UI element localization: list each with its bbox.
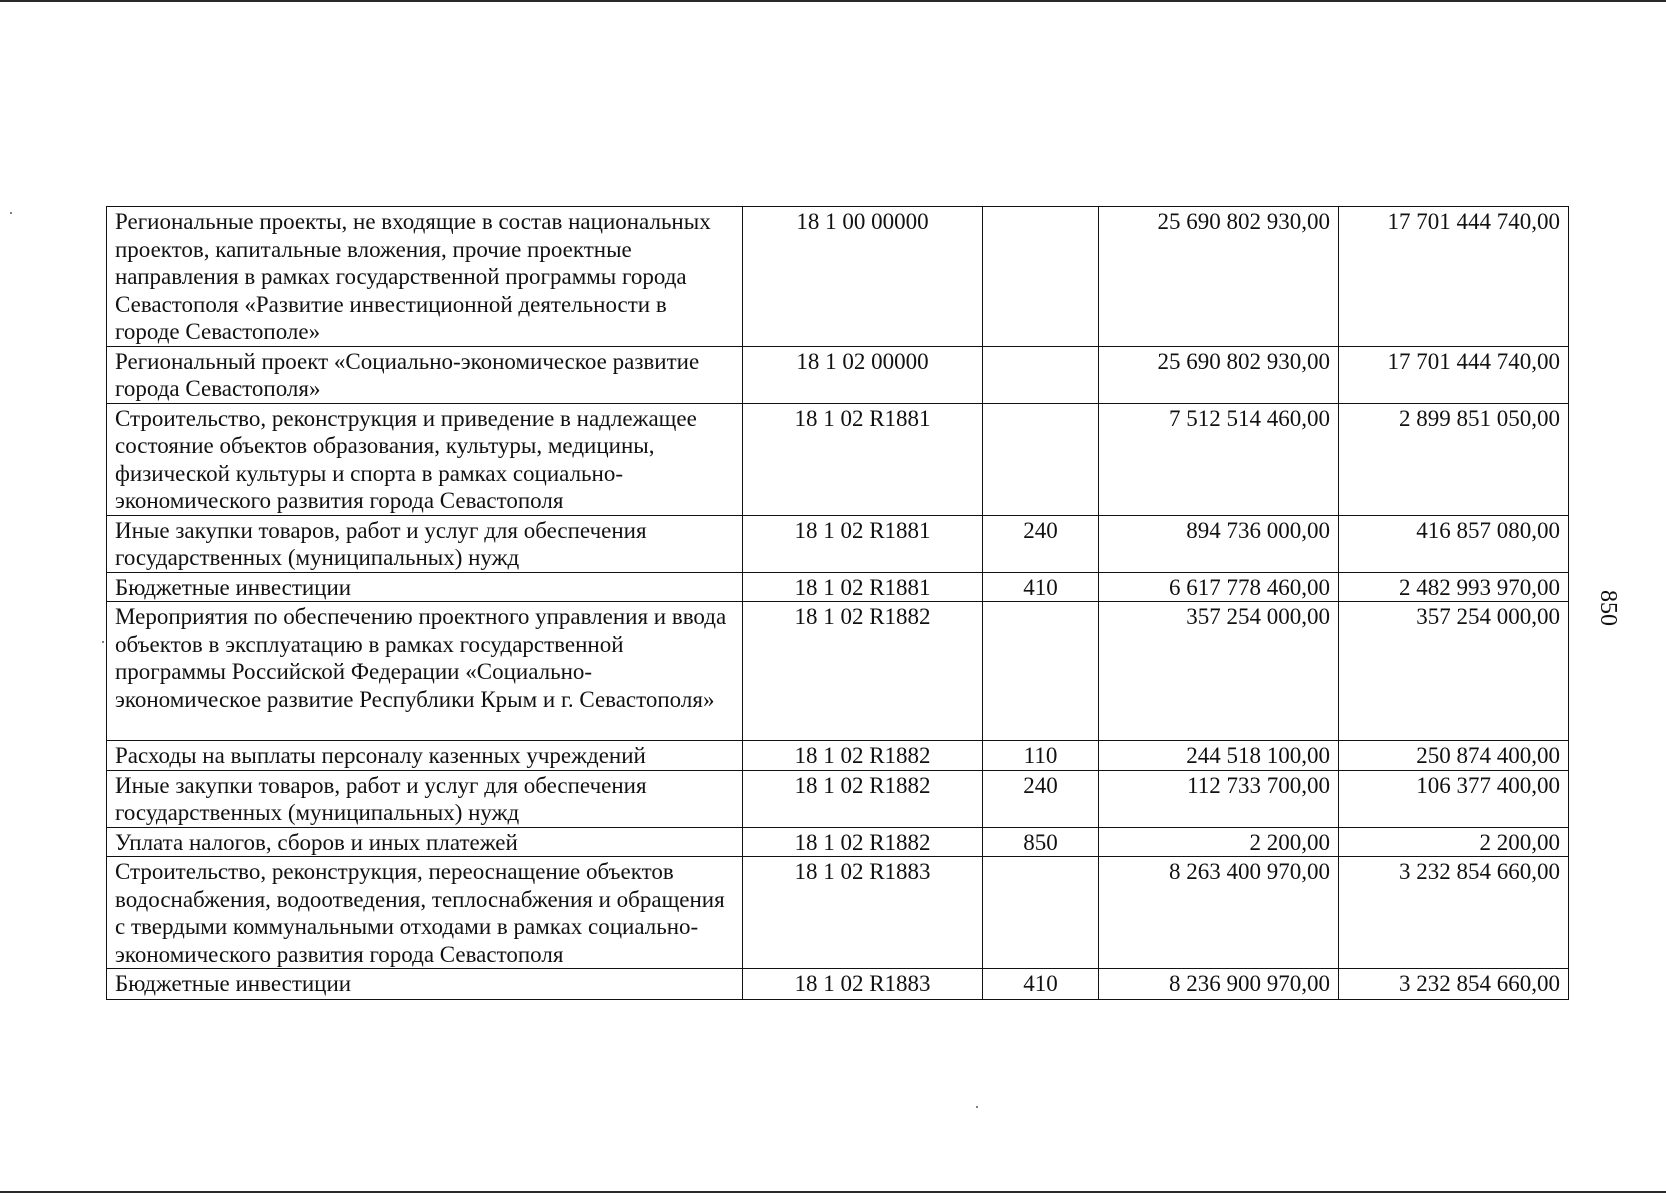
table-row	[107, 827, 1569, 857]
table-row	[107, 857, 1569, 969]
amount-year-2: 357 254 000,00	[1339, 602, 1569, 741]
expense-name: Расходы на выплаты персоналу казенных учреждений	[107, 741, 743, 771]
amount-year-1: 25 690 802 930,00	[1099, 346, 1339, 403]
target-article-code: 18 1 00 00000	[743, 207, 983, 347]
amount-year-1: 894 736 000,00	[1099, 515, 1339, 572]
scan-edge-bottom	[0, 1191, 1666, 1193]
amount-year-2: 2 899 851 050,00	[1339, 403, 1569, 515]
amount-year-1: 112 733 700,00	[1099, 770, 1339, 827]
expense-kind-code	[983, 857, 1099, 969]
target-article-code: 18 1 02 R1882	[743, 770, 983, 827]
expense-name: Строительство, реконструкция и приведение в надлежащее состояние объектов образования, культуры, медицины, физической культуры и спорта в рамках социально-экономического развития города Севастополя	[107, 403, 743, 515]
expense-kind-code: 410	[983, 572, 1099, 602]
amount-year-2: 3 232 854 660,00	[1339, 857, 1569, 969]
table-row	[107, 403, 1569, 515]
target-article-code: 18 1 02 R1881	[743, 572, 983, 602]
expense-kind-code	[983, 207, 1099, 347]
amount-year-2: 250 874 400,00	[1339, 741, 1569, 771]
table-row	[107, 602, 1569, 741]
expense-kind-code: 110	[983, 741, 1099, 771]
expense-name: Мероприятия по обеспечению проектного управления и ввода объектов в эксплуатацию в рамках государственной программы Российской Федерации «Социально-экономическое развитие Республики Крым и г. Севастополя»	[107, 602, 743, 741]
expense-name: Строительство, реконструкция, переоснащение объектов водоснабжения, водоотведения, теплоснабжения и обращения с твердыми коммунальными отходами в рамках социально-экономического развития города Севастополя	[107, 857, 743, 969]
expense-name: Бюджетные инвестиции	[107, 969, 743, 1000]
table-row	[107, 969, 1569, 1000]
expense-name: Региональные проекты, не входящие в состав национальных проектов, капитальные вложения, прочие проектные направления в рамках государственной программы города Севастополя «Развитие инвестиционной деятельности в городе Севастополе»	[107, 207, 743, 347]
scan-speck	[10, 212, 12, 214]
target-article-code: 18 1 02 R1881	[743, 515, 983, 572]
expense-kind-code: 850	[983, 827, 1099, 857]
expense-kind-code	[983, 346, 1099, 403]
table-row	[107, 207, 1569, 347]
page-number: 850	[1595, 590, 1621, 626]
target-article-code: 18 1 02 R1883	[743, 969, 983, 1000]
budget-table	[106, 206, 1569, 1000]
expense-name: Уплата налогов, сборов и иных платежей	[107, 827, 743, 857]
amount-year-2: 416 857 080,00	[1339, 515, 1569, 572]
amount-year-1: 357 254 000,00	[1099, 602, 1339, 741]
amount-year-1: 8 263 400 970,00	[1099, 857, 1339, 969]
target-article-code: 18 1 02 R1881	[743, 403, 983, 515]
expense-kind-code: 240	[983, 770, 1099, 827]
expense-kind-code	[983, 602, 1099, 741]
expense-name: Иные закупки товаров, работ и услуг для обеспечения государственных (муниципальных) нужд	[107, 515, 743, 572]
amount-year-2: 2 482 993 970,00	[1339, 572, 1569, 602]
table-row	[107, 515, 1569, 572]
expense-name: Региональный проект «Социально-экономическое развитие города Севастополя»	[107, 346, 743, 403]
amount-year-1: 244 518 100,00	[1099, 741, 1339, 771]
target-article-code: 18 1 02 R1883	[743, 857, 983, 969]
target-article-code: 18 1 02 R1882	[743, 741, 983, 771]
amount-year-1: 6 617 778 460,00	[1099, 572, 1339, 602]
amount-year-2: 17 701 444 740,00	[1339, 346, 1569, 403]
scan-speck	[102, 641, 104, 643]
amount-year-1: 25 690 802 930,00	[1099, 207, 1339, 347]
amount-year-2: 17 701 444 740,00	[1339, 207, 1569, 347]
expense-kind-code	[983, 403, 1099, 515]
scan-speck	[976, 1106, 978, 1108]
amount-year-1: 7 512 514 460,00	[1099, 403, 1339, 515]
amount-year-1: 8 236 900 970,00	[1099, 969, 1339, 1000]
expense-name: Иные закупки товаров, работ и услуг для обеспечения государственных (муниципальных) нужд	[107, 770, 743, 827]
target-article-code: 18 1 02 R1882	[743, 602, 983, 741]
target-article-code: 18 1 02 R1882	[743, 827, 983, 857]
table-row	[107, 346, 1569, 403]
amount-year-1: 2 200,00	[1099, 827, 1339, 857]
expense-kind-code: 410	[983, 969, 1099, 1000]
table-row	[107, 770, 1569, 827]
table-row	[107, 741, 1569, 771]
table-row	[107, 572, 1569, 602]
expense-kind-code: 240	[983, 515, 1099, 572]
expense-name: Бюджетные инвестиции	[107, 572, 743, 602]
scan-edge-top	[0, 0, 1666, 2]
target-article-code: 18 1 02 00000	[743, 346, 983, 403]
amount-year-2: 2 200,00	[1339, 827, 1569, 857]
amount-year-2: 106 377 400,00	[1339, 770, 1569, 827]
amount-year-2: 3 232 854 660,00	[1339, 969, 1569, 1000]
